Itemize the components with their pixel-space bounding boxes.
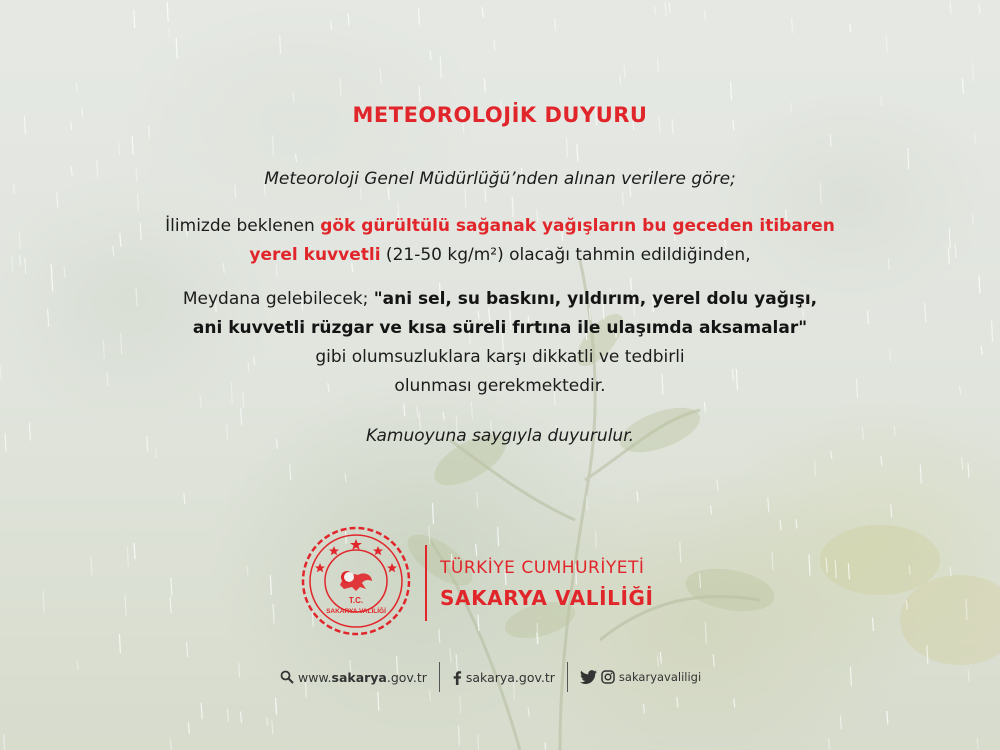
page-title: METEOROLOJİK DUYURU [352,103,648,127]
warning-paragraph [0,285,1000,401]
forecast-prefix: İlimizde beklenen [165,216,321,236]
facebook-text: sakarya.gov.tr [465,669,555,685]
facebook-link[interactable] [452,670,555,685]
footer [280,664,701,690]
organization-line-1: TÜRKİYE CUMHURİYETİ [440,558,645,578]
closing-text: Kamuoyuna saygıyla duyurulur. [365,426,635,446]
website-suffix: .gov.tr [386,669,427,685]
governorship-seal [300,525,412,637]
website-bold: sakarya [331,669,387,685]
footer-divider [567,662,568,692]
instagram-icon [601,670,615,684]
intro-text: Meteoroloji Genel Müdürlüğü’nden alınan verilere göre; [264,169,736,189]
twitter-icon [580,670,597,684]
website-link[interactable] [280,670,427,685]
footer-divider [439,662,440,692]
forecast-paragraph [0,212,1000,270]
warning-line-4: olunması gerekmektedir. [394,376,606,396]
organization-line-2: SAKARYA VALİLİĞİ [440,586,654,610]
website-prefix: www. [298,669,332,685]
forecast-highlight-2: yerel kuvvetli [249,245,381,265]
logo-divider [425,545,427,621]
seal-tc: T.C. [348,596,364,605]
warning-bold-1: "ani sel, su baskını, yıldırım, yerel dolu yağışı, [373,289,818,309]
facebook-icon [452,670,462,685]
forecast-highlight-1: gök gürültülü sağanak yağışların bu geceden itibaren [320,216,835,236]
warning-bold-2: ani kuvvetli rüzgar ve kısa süreli fırtına ile ulaşımda aksamalar" [192,318,808,338]
website-text [298,670,427,685]
social-link[interactable] [580,670,701,684]
seal-name: SAKARYA VALİLİĞİ [326,608,386,615]
forecast-suffix: (21-50 kg/m²) olacağı tahmin edildiğinden, [380,245,751,265]
warning-prefix: Meydana gelebilecek; [182,289,374,309]
warning-line-3: gibi olumsuzluklara karşı dikkatli ve tedbirli [315,347,685,367]
social-handle-text: sakaryavaliligi [618,670,702,684]
search-icon [280,670,294,684]
